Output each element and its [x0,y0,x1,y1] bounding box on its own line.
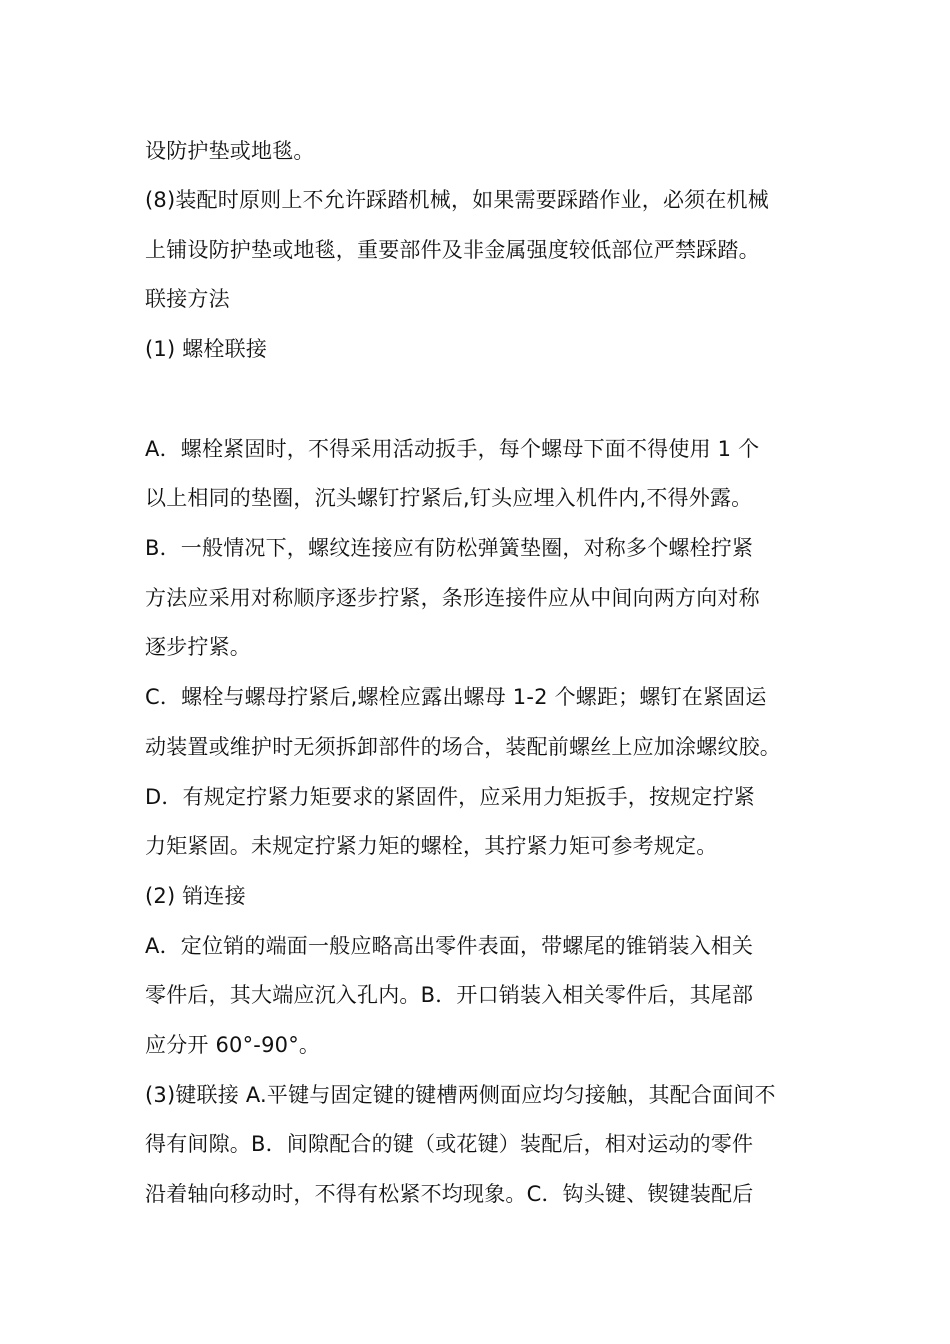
subsection-heading: (1) 螺栓联接 [145,337,268,361]
text-line: (8)装配时原则上不允许踩踏机械，如果需要踩踏作业，必须在机械 [145,188,769,212]
text-line: 应分开 60°-90°。 [145,1033,321,1057]
text-line: (3)键联接 A.平键与固定键的键槽两侧面应均匀接触，其配合面间不 [145,1083,776,1107]
text-line: 逐步拧紧。 [145,635,251,659]
text-line: C．螺栓与螺母拧紧后,螺栓应露出螺母 1-2 个螺距；螺钉在紧固运 [145,685,767,709]
text-line: 上铺设防护垫或地毯，重要部件及非金属强度较低部位严禁踩踏。 [145,238,760,262]
text-line: 动装置或维护时无须拆卸部件的场合，装配前螺丝上应加涂螺纹胶。 [145,735,781,759]
text-line: 设防护垫或地毯。 [145,139,315,163]
text-line: 力矩紧固。未规定拧紧力矩的螺栓，其拧紧力矩可参考规定。 [145,834,718,858]
section-heading: 联接方法 [145,287,230,311]
text-line: 沿着轴向移动时，不得有松紧不均现象。C．钩头键、锲键装配后 [145,1182,754,1206]
text-line: D．有规定拧紧力矩要求的紧固件，应采用力矩扳手，按规定拧紧 [145,785,755,809]
text-line: B．一般情况下，螺纹连接应有防松弹簧垫圈，对称多个螺栓拧紧 [145,536,754,560]
text-line: 方法应采用对称顺序逐步拧紧，条形连接件应从中间向两方向对称 [145,586,760,610]
text-line: 得有间隙。B．间隙配合的键（或花键）装配后，相对运动的零件 [145,1132,754,1156]
subsection-heading: (2) 销连接 [145,884,246,908]
text-line: A．螺栓紧固时，不得采用活动扳手，每个螺母下面不得使用 1 个 [145,437,760,461]
text-line: 零件后，其大端应沉入孔内。B．开口销装入相关零件后，其尾部 [145,983,754,1007]
text-line: 以上相同的垫圈，沉头螺钉拧紧后,钉头应埋入机件内,不得外露。 [145,486,753,510]
text-line: A．定位销的端面一般应略高出零件表面，带螺尾的锥销装入相关 [145,934,754,958]
